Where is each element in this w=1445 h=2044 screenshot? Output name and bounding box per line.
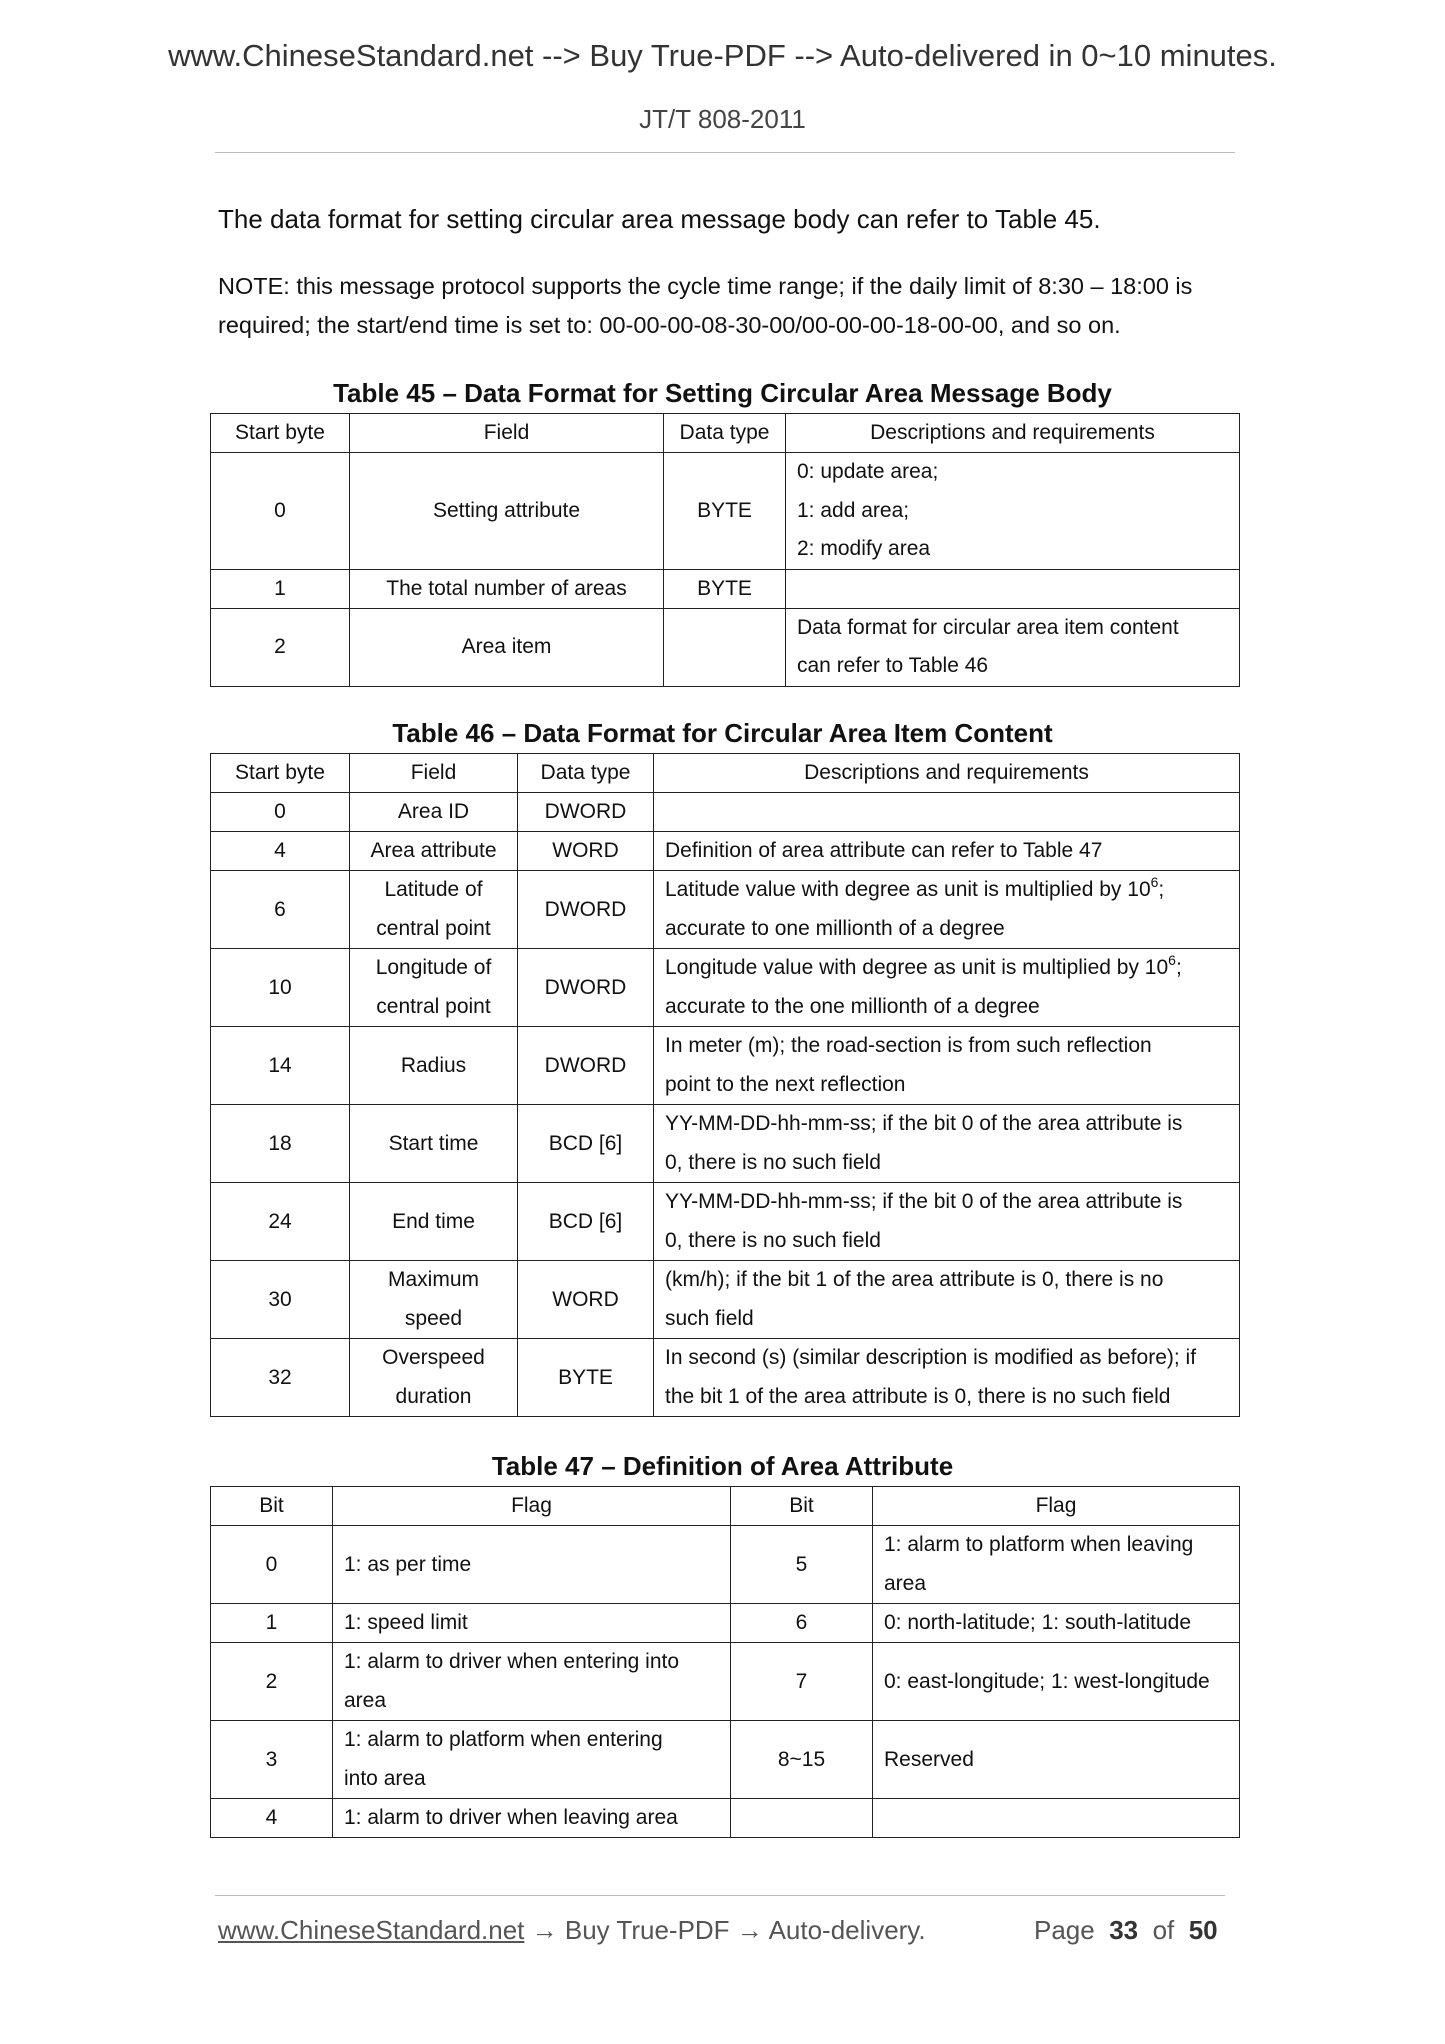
description-cell: Definition of area attribute can refer to Table 47 (654, 832, 1240, 871)
page-of: of (1152, 1915, 1175, 1945)
type-cell: DWORD (518, 1027, 654, 1105)
table-row (211, 1526, 1240, 1604)
note-paragraph: NOTE: this message protocol supports the cycle time range; if the daily limit of 8:30 – 18:00 is required; the start/end time is set to: 00-00-00-08-30-00/00-00-00-18-00-00, and so on. (218, 273, 1193, 338)
type-cell: BYTE (518, 1339, 654, 1417)
table-header-row (211, 414, 1240, 453)
table-row (211, 1643, 1240, 1721)
flag-cell: 0: east-longitude; 1: west-longitude (873, 1643, 1240, 1721)
flag-cell (873, 1526, 1240, 1604)
description-line: YY-MM-DD-hh-mm-ss; if the bit 0 of the area attribute is (665, 1190, 1183, 1213)
bit-cell: 1 (211, 1604, 333, 1643)
flag-line: 1: alarm to platform when leaving (884, 1533, 1194, 1556)
page-number (1034, 1915, 1218, 1946)
type-cell: BCD [6] (518, 1105, 654, 1183)
description-cell (786, 608, 1240, 686)
table-header-row (211, 1487, 1240, 1526)
start-byte-cell: 10 (211, 949, 350, 1027)
flag-line: area (344, 1688, 387, 1712)
field-line: central point (376, 916, 491, 940)
table-45-title: Table 45 – Data Format for Setting Circular Area Message Body (333, 378, 1112, 408)
field-line: central point (376, 994, 491, 1018)
description-line: the bit 1 of the area attribute is 0, there is no such field (665, 1384, 1171, 1408)
field-line: Overspeed (382, 1346, 485, 1369)
description-line (665, 949, 1228, 988)
table-row (211, 832, 1240, 871)
description-cell (654, 1027, 1240, 1105)
type-cell: BCD [6] (518, 1183, 654, 1261)
table-row (211, 569, 1240, 608)
description-line: 0, there is no such field (665, 1228, 881, 1252)
bit-cell: 5 (731, 1526, 873, 1604)
description-line: 0: update area; (797, 460, 939, 483)
description-line: such field (665, 1306, 754, 1330)
header-cell: Start byte (211, 414, 350, 453)
description-line: In second (s) (similar description is modified as before); if (665, 1346, 1197, 1369)
current-page: 33 (1109, 1915, 1139, 1945)
description-punct: ; (1175, 956, 1182, 979)
exponent: 6 (1168, 952, 1176, 968)
description-cell (654, 1105, 1240, 1183)
field-cell: Area item (350, 608, 664, 686)
field-cell: Radius (350, 1027, 518, 1105)
table-row (211, 1105, 1240, 1183)
table-row (211, 1721, 1240, 1799)
description-cell (654, 1183, 1240, 1261)
start-byte-cell: 2 (211, 608, 350, 686)
start-byte-cell: 0 (211, 793, 350, 832)
type-cell: DWORD (518, 949, 654, 1027)
flag-cell: 1: alarm to driver when leaving area (333, 1799, 731, 1838)
start-byte-cell: 6 (211, 871, 350, 949)
table-row (211, 1261, 1240, 1339)
flag-cell: 1: speed limit (333, 1604, 731, 1643)
field-cell: Area attribute (350, 832, 518, 871)
flag-cell (333, 1721, 731, 1799)
bit-cell (731, 1799, 873, 1838)
bit-cell: 6 (731, 1604, 873, 1643)
description-line: accurate to the one millionth of a degree (665, 994, 1040, 1018)
top-banner: www.ChineseStandard.net --> Buy True-PDF --> Auto-delivered in 0~10 minutes. (168, 38, 1277, 73)
table-row (211, 1339, 1240, 1417)
start-byte-cell: 4 (211, 832, 350, 871)
field-cell (350, 1261, 518, 1339)
field-line: speed (404, 1306, 463, 1330)
description-line: accurate to one millionth of a degree (665, 916, 1005, 940)
field-cell: Start time (350, 1105, 518, 1183)
description-line: In meter (m); the road-section is from such reflection (665, 1034, 1152, 1057)
field-cell: The total number of areas (350, 569, 664, 608)
table-row (211, 608, 1240, 686)
flag-line: area (884, 1571, 927, 1595)
start-byte-cell: 18 (211, 1105, 350, 1183)
footer-text (218, 1915, 926, 1946)
header-cell: Bit (731, 1487, 873, 1526)
bit-cell: 0 (211, 1526, 333, 1604)
description-cell (654, 1339, 1240, 1417)
start-byte-cell: 24 (211, 1183, 350, 1261)
description-punct: ; (1158, 878, 1165, 901)
header-cell: Flag (333, 1487, 731, 1526)
field-cell (350, 949, 518, 1027)
description-line: YY-MM-DD-hh-mm-ss; if the bit 0 of the area attribute is (665, 1112, 1183, 1135)
table-row (211, 871, 1240, 949)
field-line: Maximum (387, 1268, 479, 1291)
exponent: 6 (1150, 874, 1159, 890)
field-line: Latitude of (384, 878, 483, 901)
field-cell (350, 871, 518, 949)
table-header-row (211, 754, 1240, 793)
table-row (211, 1183, 1240, 1261)
description-line: Data format for circular area item content (797, 615, 1179, 639)
type-cell: WORD (518, 1261, 654, 1339)
intro-paragraph: The data format for setting circular area message body can refer to Table 45. (218, 204, 1101, 234)
field-cell: Area ID (350, 793, 518, 832)
description-line: point to the next reflection (665, 1072, 906, 1096)
bit-cell: 7 (731, 1643, 873, 1721)
bit-cell: 8~15 (731, 1721, 873, 1799)
header-cell: Descriptions and requirements (786, 414, 1240, 453)
standard-number: JT/T 808-2011 (639, 104, 806, 134)
description-line: 2: modify area (797, 537, 931, 560)
flag-line: into area (344, 1766, 426, 1790)
footer-divider (215, 1895, 1225, 1896)
start-byte-cell: 0 (211, 453, 350, 570)
table-46 (210, 753, 1240, 1417)
field-cell: End time (350, 1183, 518, 1261)
flag-cell (333, 1643, 731, 1721)
bit-cell: 3 (211, 1721, 333, 1799)
bit-cell: 2 (211, 1643, 333, 1721)
description-line (665, 871, 1228, 910)
type-cell: DWORD (518, 871, 654, 949)
header-divider (215, 152, 1235, 153)
description-line: 0, there is no such field (665, 1150, 881, 1174)
type-cell: DWORD (518, 793, 654, 832)
flag-cell: 0: north-latitude; 1: south-latitude (873, 1604, 1240, 1643)
type-cell: BYTE (664, 569, 786, 608)
description-text: Latitude value with degree as unit is multiplied by 10 (665, 878, 1151, 901)
description-cell (786, 569, 1240, 608)
table-row (211, 1799, 1240, 1838)
flag-cell (873, 1799, 1240, 1838)
description-cell (654, 871, 1240, 949)
header-cell: Start byte (211, 754, 350, 793)
table-row (211, 793, 1240, 832)
header-cell: Data type (518, 754, 654, 793)
table-row (211, 949, 1240, 1027)
footer-link[interactable]: www.ChineseStandard.net (218, 1915, 525, 1945)
description-line: (km/h); if the bit 1 of the area attribute is 0, there is no (665, 1268, 1164, 1291)
header-cell: Field (350, 414, 664, 453)
description-line: 1: add area; (797, 498, 910, 522)
field-cell (350, 1339, 518, 1417)
table-row (211, 453, 1240, 570)
flag-line: 1: alarm to platform when entering (344, 1728, 663, 1751)
total-pages: 50 (1188, 1915, 1218, 1945)
start-byte-cell: 14 (211, 1027, 350, 1105)
field-line: duration (395, 1384, 472, 1408)
table-row (211, 1027, 1240, 1105)
field-cell: Setting attribute (350, 453, 664, 570)
table-47-title: Table 47 – Definition of Area Attribute (491, 1451, 954, 1481)
description-cell (654, 793, 1240, 832)
description-cell (654, 949, 1240, 1027)
footer-tagline: → Buy True-PDF → Auto-delivery. (524, 1915, 926, 1945)
flag-cell: Reserved (873, 1721, 1240, 1799)
header-cell: Bit (211, 1487, 333, 1526)
field-line: Longitude of (375, 956, 492, 979)
flag-line: 1: alarm to driver when entering into (344, 1650, 680, 1673)
header-cell: Field (350, 754, 518, 793)
header-cell: Data type (664, 414, 786, 453)
description-cell (786, 453, 1240, 570)
header-cell: Descriptions and requirements (654, 754, 1240, 793)
description-text: Longitude value with degree as unit is multiplied by 10 (665, 956, 1169, 979)
description-line: can refer to Table 46 (797, 654, 989, 677)
start-byte-cell: 1 (211, 569, 350, 608)
table-45 (210, 413, 1240, 687)
table-46-title: Table 46 – Data Format for Circular Area Item Content (392, 718, 1053, 748)
page-label: Page (1034, 1915, 1095, 1945)
type-cell: BYTE (664, 453, 786, 570)
type-cell: WORD (518, 832, 654, 871)
flag-cell: 1: as per time (333, 1526, 731, 1604)
table-row (211, 1604, 1240, 1643)
header-cell: Flag (873, 1487, 1240, 1526)
start-byte-cell: 32 (211, 1339, 350, 1417)
description-cell (654, 1261, 1240, 1339)
bit-cell: 4 (211, 1799, 333, 1838)
table-47 (210, 1486, 1240, 1838)
start-byte-cell: 30 (211, 1261, 350, 1339)
type-cell (664, 608, 786, 686)
